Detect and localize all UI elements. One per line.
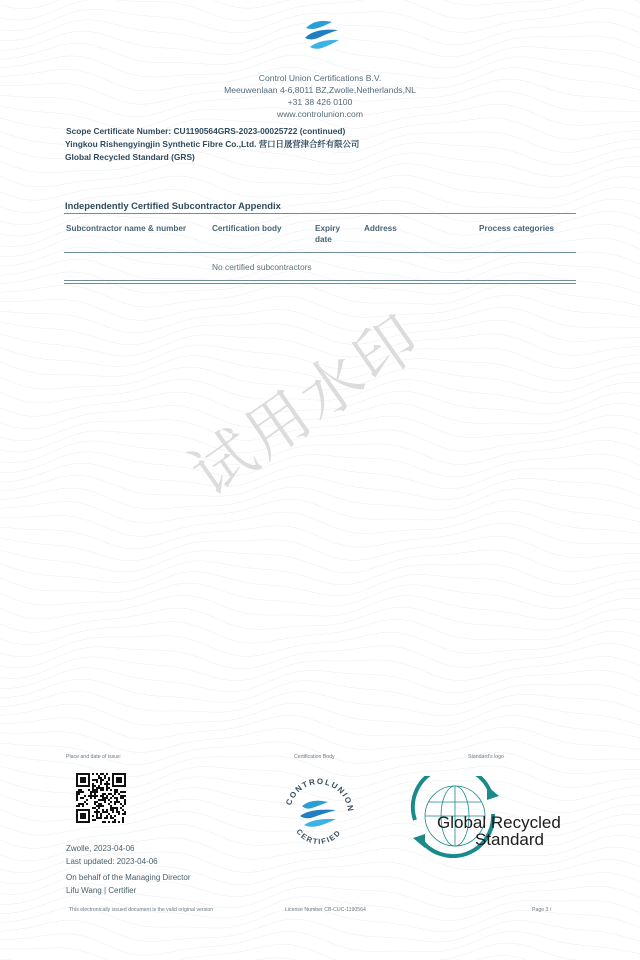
org-address: Meeuwenlaan 4-6,8011 BZ,Zwolle,Netherlands,NL bbox=[224, 85, 416, 95]
standard-logo-label: Standard's logo bbox=[468, 754, 504, 760]
signatory-line: Lifu Wang | Certifier bbox=[66, 886, 137, 895]
table-bottom-rule-1 bbox=[64, 280, 576, 281]
disclaimer-text: This electronically issued document is the valid original version bbox=[69, 907, 214, 913]
org-name: Control Union Certifications B.V. bbox=[258, 73, 382, 83]
global-recycled-standard-logo bbox=[407, 776, 577, 858]
column-header-expiry-date: Expiry date bbox=[315, 224, 341, 244]
svg-text:CERTIFIED bbox=[294, 827, 342, 846]
qr-code[interactable] bbox=[76, 773, 126, 823]
place-date: Zwolle, 2023-04-06 bbox=[66, 844, 135, 853]
license-number: License Number CB-CUC-1190564 bbox=[285, 907, 366, 913]
appendix-title: Independently Certified Subcontractor Appendix bbox=[65, 200, 281, 211]
certification-body-label: Certification Body bbox=[294, 754, 335, 760]
column-header-subcontractor: Subcontractor name & number bbox=[66, 224, 187, 233]
page-number: Page 3 / bbox=[532, 907, 552, 913]
certificate-number-line: Scope Certificate Number: CU1190564GRS-2023-00025722 (continued) bbox=[66, 126, 346, 136]
empty-table-message: No certified subcontractors bbox=[212, 262, 312, 272]
grs-logo-line1: Global Recycled bbox=[437, 813, 561, 832]
table-bottom-rule-2 bbox=[64, 283, 576, 284]
column-header-process-categories: Process categories bbox=[479, 224, 555, 233]
company-name-line: Yingkou Rishengyingjin Synthetic Fibre Co.,Ltd. 营口日晟营津合纤有限公司 bbox=[65, 139, 360, 149]
standard-line: Global Recycled Standard (GRS) bbox=[65, 152, 195, 162]
control-union-logo-icon bbox=[302, 14, 342, 54]
table-header-rule bbox=[64, 252, 576, 253]
org-website[interactable]: www.controlunion.com bbox=[277, 109, 363, 119]
on-behalf-line: On behalf of the Managing Director bbox=[66, 873, 191, 882]
grs-logo-line2: Standard bbox=[475, 830, 544, 849]
control-union-certified-seal bbox=[276, 770, 362, 856]
table-top-rule bbox=[64, 213, 576, 214]
place-date-label: Place and date of issue: bbox=[66, 754, 122, 760]
seal-bottom-text: CERTIFIED bbox=[294, 827, 343, 847]
org-phone: +31 38 426 0100 bbox=[287, 97, 353, 107]
seal-top-text: CONTROLUNION bbox=[284, 776, 356, 814]
last-updated: Last updated: 2023-04-06 bbox=[66, 857, 158, 866]
trial-watermark: 试用水印 bbox=[177, 299, 436, 511]
column-header-certification-body: Certification body bbox=[212, 224, 282, 233]
svg-text:CONTROLUNION bbox=[284, 777, 355, 813]
column-header-address: Address bbox=[364, 224, 397, 233]
